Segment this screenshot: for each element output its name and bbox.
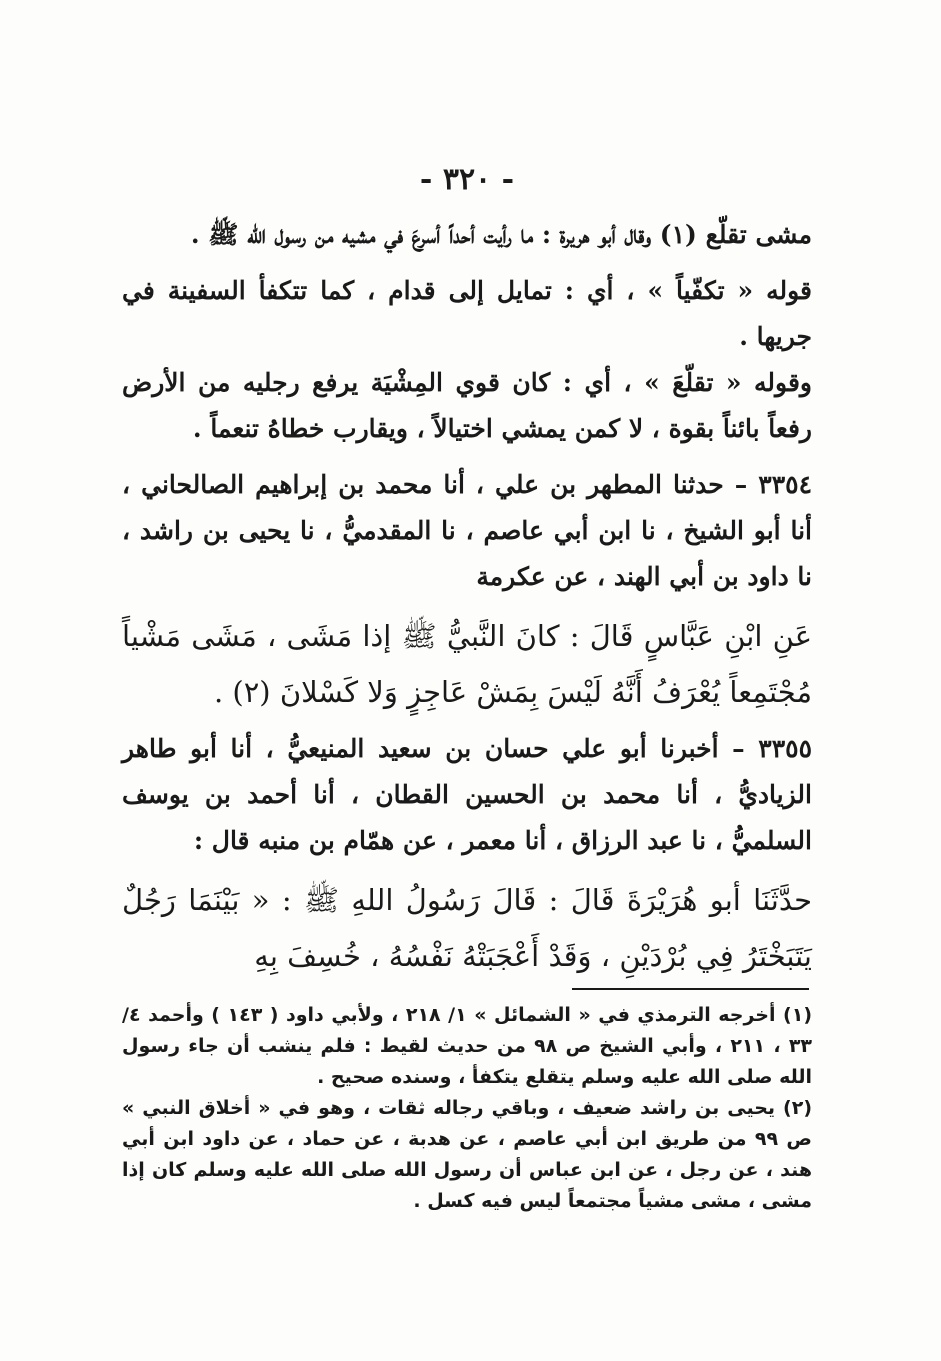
footnote-2: (٢) يحيى بن راشد ضعيف ، وباقي رجاله ثقات ، وهو في « أخلاق النبي » ص ٩٩ من طريق ابن أبي عاصم ، عن هدبة ، عن حماد ، عن داود ابن أبي هند ، عن رجل ، عن ابن عباس أن رسول الله صلى الله عليه وسلم كان إذا مشى ، مشى مشياً مجتمعاً ليس فيه كسل . — [122, 1097, 812, 1212]
footnote-1: (١) أخرجه الترمذي في « الشمائل » ١/ ٢١٨ ، ولأبي داود ( ١٤٣ ) وأحمد ٤/ ٣٣ ، ٢١١ ، وأبي الشيخ ص ٩٨ من حديث لقيط : فلم ينشب أن جاء رسول الله صلى الله عليه وسلم يتقلع يتكفأ ، وسنده صحيح . — [122, 1004, 813, 1088]
paragraph-explanation-taqallu: وقوله « تقلّعَ » ، أي : كان قوي المِشْيَة يرفع رجليه من الأرض رفعاً بائناً بقوة ، لا كمن يمشي اختيالاً ، ويقارب خطاهُ تنعماً . — [122, 368, 812, 443]
page-number: - ٣٢٠ - — [419, 162, 515, 197]
footnote-divider — [572, 988, 809, 990]
footnotes — [122, 1000, 812, 1217]
hadith-3355-matn: حدَّثَنَا أبو هُرَيْرَةَ قَالَ : قَالَ رَسُولُ اللهِ ﷺ : « بَيْنَمَا رَجُلٌ يَتَبَخْتَرُ فِي بُرْدَيْنِ ، وَقَدْ أَعْجَبَتْهُ نَفْسُهُ ، خُسِفَ بِهِ — [122, 883, 812, 973]
hadith-3354-matn: عَنِ ابْنِ عَبَّاسٍ قَالَ : كانَ النَّبيُّ ﷺ إذا مَشَى ، مَشَى مَشْياً مُجْتَمِعاً يُعْرَفُ أَنَّهُ لَيْسَ بِمَشْ عَاجِزٍ وَلا كَسْلانَ (٢) . — [122, 619, 812, 709]
paragraph-explanation-takaffi: قوله « تكفّياً » ، أي : تمايل إلى قدام ، كما تتكفأ السفينة في جريها . — [122, 276, 812, 351]
hadith-3355-isnad: ٣٣٥٥ – أخبرنا أبو علي حسان بن سعيد المنيعيُّ ، أنا أبو طاهر الزياديُّ ، أنا محمد بن الحسين القطان ، أنا أحمد بن يوسف السلميُّ ، نا عبد الرزاق ، أنا معمر ، عن همّام بن منبه قال : — [122, 734, 812, 855]
hadith-3354-isnad: ٣٣٥٤ – حدثنا المطهر بن علي ، أنا محمد بن إبراهيم الصالحاني ، أنا أبو الشيخ ، نا ابن أبي عاصم ، نا المقدميُّ ، نا يحيى بن راشد ، نا داود بن أبي الهند ، عن عكرمة — [122, 470, 812, 591]
main-text — [122, 160, 812, 990]
paragraph-continuation: مشى تقلّع (١) وقال أبو هريرة : ما رأيت أحداً أسرعَ في مشيه من رسول الله ﷺ . — [190, 220, 812, 249]
